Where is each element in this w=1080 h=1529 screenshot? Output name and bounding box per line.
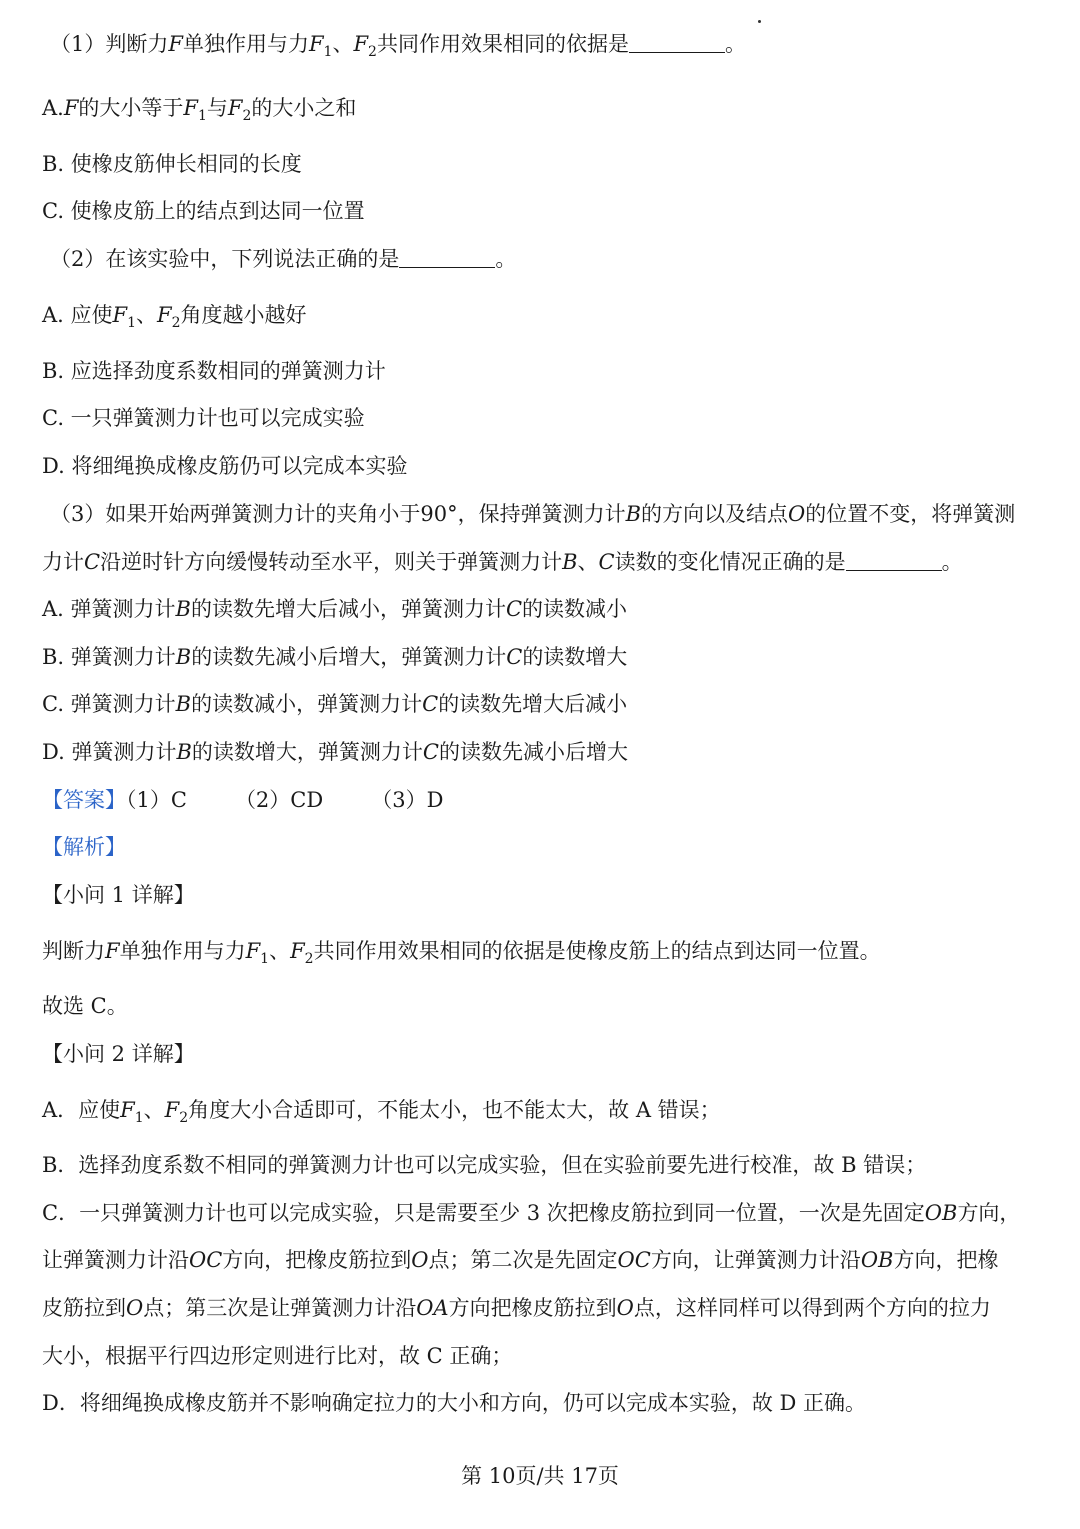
analysis-tag: 【解析】: [42, 835, 126, 859]
sub2-c-line1: C．一只弹簧测力计也可以完成实验，只是需要至少 3 次把橡皮筋拉到同一位置，一次是先固定OB方向，: [42, 1201, 1021, 1225]
answer-blank[interactable]: [846, 550, 942, 571]
q2-stem: （2）在该实验中，下列说法正确的是 。: [50, 247, 517, 271]
sub1-heading: 【小问 1 详解】: [42, 883, 195, 907]
sub2-c-line2: 让弹簧测力计沿OC方向，把橡皮筋拉到O点；第二次是先固定OC方向，让弹簧测力计沿OB方向，把橡: [42, 1248, 999, 1272]
answer-line: 【答案】（1）C （2）CD （3）D: [42, 788, 444, 812]
sub2-c-line4: 大小，根据平行四边形定则进行比对，故 C 正确；: [42, 1344, 513, 1368]
q2-option-c: C. 一只弹簧测力计也可以完成实验: [42, 406, 365, 430]
scan-speck: [758, 20, 761, 23]
q3-option-a: A. 弹簧测力计B的读数先增大后减小，弹簧测力计C的读数减小: [42, 597, 628, 621]
sub1-conclusion: 故选 C。: [42, 994, 128, 1018]
sub1-text: 判断力F单独作用与力$F_1$、$F_2$共同作用效果相同的依据是使橡皮筋上的结点到达同一位置。: [42, 939, 881, 967]
sub2-c-line3: 皮筋拉到O点；第三次是让弹簧测力计沿OA方向把橡皮筋拉到O点，这样同样可以得到两个方向的拉力: [42, 1296, 991, 1320]
q3-stem-line2: 力计C沿逆时针方向缓慢转动至水平，则关于弹簧测力计B、C读数的变化情况正确的是 。: [42, 550, 963, 574]
q2-option-a: A. 应使$F_1$、$F_2$角度越小越好: [42, 303, 307, 331]
page-footer: 第 10页/共 17页: [461, 1464, 619, 1488]
q3-stem-line1: （3）如果开始两弹簧测力计的夹角小于90°，保持弹簧测力计B的方向以及结点O的位置不变，将弹簧测: [50, 502, 1016, 526]
q3-option-d: D. 弹簧测力计B的读数增大，弹簧测力计C的读数先减小后增大: [42, 740, 628, 764]
q2-option-b: B. 应选择劲度系数相同的弹簧测力计: [42, 359, 386, 383]
sub2-d: D．将细绳换成橡皮筋并不影响确定拉力的大小和方向，仍可以完成本实验，故 D 正确。: [42, 1391, 867, 1415]
q3-option-c: C. 弹簧测力计B的读数减小，弹簧测力计C的读数先增大后减小: [42, 692, 628, 716]
answer-tag: 【答案】: [42, 788, 126, 812]
sub2-b: B．选择劲度系数不相同的弹簧测力计也可以完成实验，但在实验前要先进行校准，故 B 错误；: [42, 1153, 927, 1177]
q1-option-c: C. 使橡皮筋上的结点到达同一位置: [42, 199, 365, 223]
sub2-heading: 【小问 2 详解】: [42, 1042, 195, 1066]
answer-blank[interactable]: [399, 247, 495, 268]
q1-option-b: B. 使橡皮筋伸长相同的长度: [42, 152, 302, 176]
q1-option-a: A.F的大小等于$F_1$与$F_2$的大小之和: [42, 96, 357, 124]
q1-stem: （1）判断力F单独作用与力$F_1$、$F_2$共同作用效果相同的依据是 。: [50, 32, 746, 60]
q2-option-d: D. 将细绳换成橡皮筋仍可以完成本实验: [42, 454, 408, 478]
sub2-a: A．应使$F_1$、$F_2$角度大小合适即可，不能太小，也不能太大，故 A 错误；: [42, 1098, 721, 1126]
answer-blank[interactable]: [629, 32, 725, 53]
q3-option-b: B. 弹簧测力计B的读数先减小后增大，弹簧测力计C的读数增大: [42, 645, 628, 669]
